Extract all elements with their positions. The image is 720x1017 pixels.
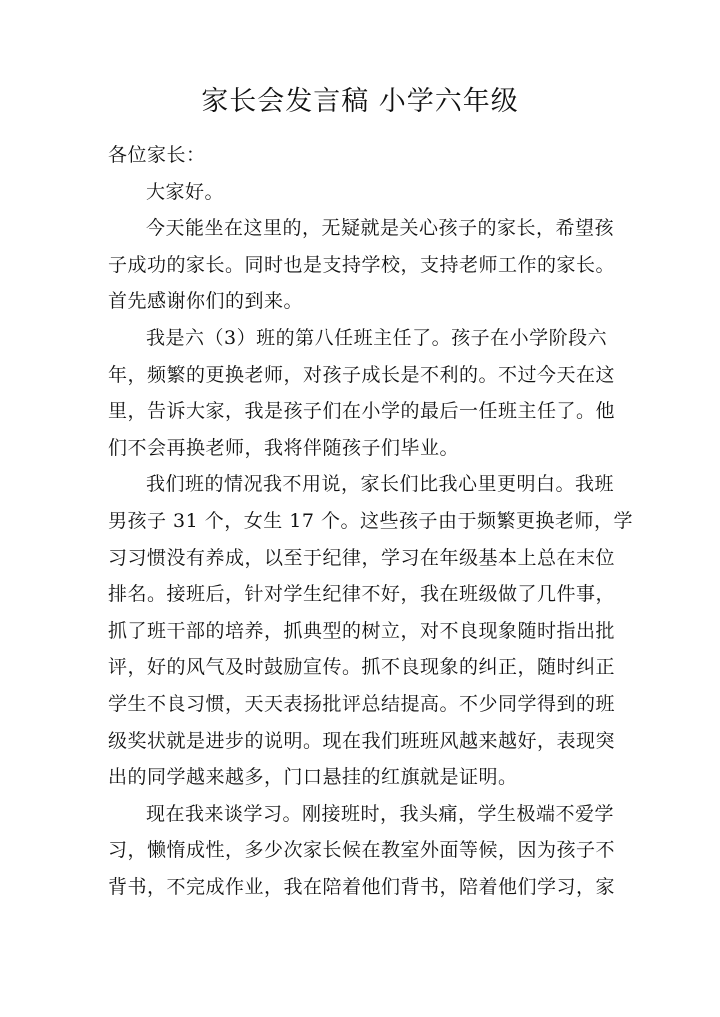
text-line: 大家好。 (146, 180, 225, 203)
text-line: 习，懒惰成性，多少次家长候在教室外面等候，因为孩子不 (108, 839, 616, 862)
text-line: 评，好的风气及时鼓励宣传。抓不良现象的纠正，随时纠正 (108, 656, 616, 679)
text-line: 男孩子 31 个，女生 17 个。这些孩子由于频繁更换老师，学 (108, 509, 634, 532)
text-line: 子成功的家长。同时也是支持学校，支持老师工作的家长。 (108, 253, 616, 276)
text-line: 我们班的情况我不用说，家长们比我心里更明白。我班 (146, 473, 615, 496)
text-line: 排名。接班后，针对学生纪律不好，我在班级做了几件事， (108, 583, 616, 606)
text-line: 年，频繁的更换老师，对孩子成长是不利的。不过今天在这 (108, 363, 616, 386)
text-line: 首先感谢你们的到来。 (108, 290, 304, 313)
text-line: 里，告诉大家，我是孩子们在小学的最后一任班主任了。他 (108, 400, 616, 423)
text-line: 现在我来谈学习。刚接班时，我头痛，学生极端不爱学 (146, 802, 615, 825)
text-line: 习习惯没有养成，以至于纪律，学习在年级基本上总在末位 (108, 546, 616, 569)
text-line: 出的同学越来越多，门口悬挂的红旗就是证明。 (108, 766, 518, 789)
document-body (108, 137, 634, 905)
text-line: 抓了班干部的培养，抓典型的树立，对不良现象随时指出批 (108, 619, 616, 642)
document-title: 家长会发言稿 小学六年级 (201, 86, 519, 117)
text-line: 学生不良习惯，天天表扬批评总结提高。不少同学得到的班 (108, 692, 616, 715)
text-line: 今天能坐在这里的，无疑就是关心孩子的家长，希望孩 (146, 217, 615, 240)
text-line: 们不会再换老师，我将伴随孩子们毕业。 (108, 436, 460, 459)
text-line: 我是六（3）班的第八任班主任了。孩子在小学阶段六 (146, 326, 608, 349)
text-line: 级奖状就是进步的说明。现在我们班班风越来越好，表现突 (108, 729, 616, 752)
text-line: 背书，不完成作业，我在陪着他们背书，陪着他们学习，家 (108, 875, 616, 898)
text-line: 各位家长： (108, 144, 206, 166)
